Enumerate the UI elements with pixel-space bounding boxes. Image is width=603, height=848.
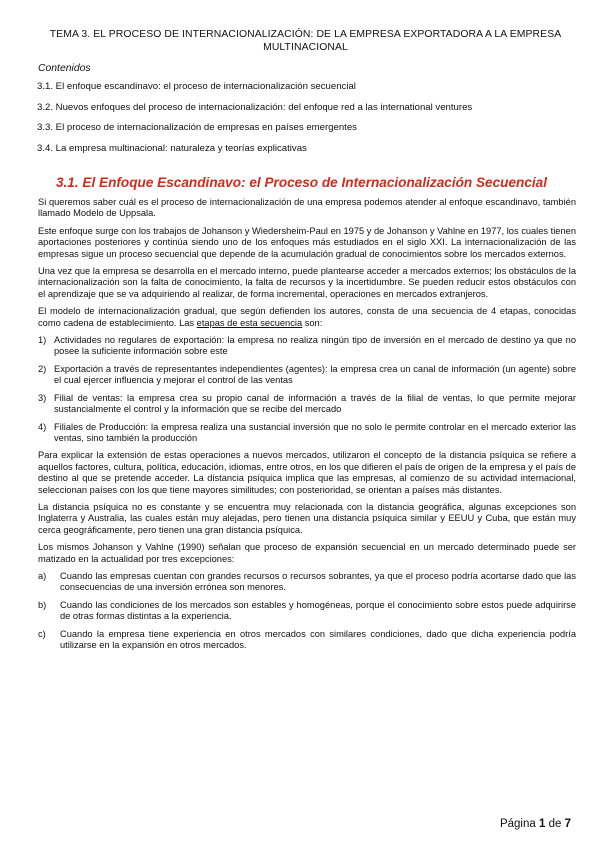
list-letter: a) xyxy=(38,570,47,581)
list-item xyxy=(38,629,576,652)
list-text: Exportación a través de representantes independientes (agentes): la empresa crea un canal de información (un agente) sobre el cual ejercer influencia y mejorar el control de las ventas xyxy=(54,363,576,386)
table-of-contents xyxy=(37,80,597,162)
page-number: 1 xyxy=(538,818,546,830)
list-number: 2) xyxy=(38,363,47,374)
exceptions-list xyxy=(38,571,576,651)
list-text: Cuando las empresas cuentan con grandes recursos o recursos sobrantes, ya que el proceso podría acortarse dado que las consecuencias de una inversión errónea son menores. xyxy=(60,570,576,593)
section-title: 3.1. El Enfoque Escandinavo: el Proceso de Internacionalización Secuencial xyxy=(55,175,548,190)
list-number: 3) xyxy=(38,392,47,403)
paragraph: Una vez que la empresa se desarrolla en el mercado interno, puede plantearse acceder a mercados externos; los obstáculos de la internacionalización son la falta de conocimiento, la falta de recursos y la incertidumbre. Se pueden reducir estos obstáculos con el aprendizaje que se va adquiriendo al realizar, de forma incremental, operaciones en mercados extranjeros. xyxy=(38,266,576,299)
toc-item: 3.4. La empresa multinacional: naturaleza y teorías explicativas xyxy=(37,142,307,154)
paragraph-text: son: xyxy=(302,317,323,328)
paragraph: Los mismos Johanson y Vahlne (1990) señalan que proceso de expansión secuencial en un mercado determinado puede ser matizado en la actualidad por tres excepciones: xyxy=(38,542,576,564)
total-pages: 7 xyxy=(564,818,571,830)
list-item xyxy=(38,393,576,416)
paragraph: Para explicar la extensión de estas operaciones a nuevos mercados, utilizaron el concepto de la distancia psíquica se refiere a aquellos factores, cultura, política, educación, idiomas, entre otros, en los que difieren el país de origen de la empresa y el país de destino al que se pretende acceder. La distancia psíquica implica que las empresas, al comienzo de su actividad internacional, seleccionan países con los que tiene mayores similitudes; con posterioridad, se orientan a países más distantes. xyxy=(38,450,576,495)
list-letter: c) xyxy=(38,628,46,639)
list-text: Filial de ventas: la empresa crea su propio canal de información a través de la filial de ventas, lo que permite mejorar sustancialmente el control y la información que se recibe del mercado xyxy=(54,392,576,415)
list-number: 1) xyxy=(38,335,47,346)
underlined-phrase: etapas de esta secuencia xyxy=(196,317,303,328)
list-text: Cuando la empresa tiene experiencia en otros mercados con similares condiciones, dado que dicha experiencia podría utilizarse en la expansión en otros mercados. xyxy=(60,628,576,650)
paragraph xyxy=(38,306,576,329)
document-body xyxy=(38,197,576,657)
paragraph: Este enfoque surge con los trabajos de Johanson y Wiedersheim-Paul en 1975 y de Johanson y Vahlne en 1977, los cuales tienen aportaciones posteriores y continúa siendo uno de los enfoques más estudiados en el siglo XXI. La internacionalización de las empresas sigue un proceso secuencial que depende de la acumulación gradual de conocimientos sobre los mercados externos. xyxy=(38,225,576,259)
paragraph: La distancia psíquica no es constante y se encuentra muy relacionada con la distancia geográfica, algunas excepciones son Inglaterra y Australia, las cuales están muy alejadas, pero tienen una distancia psíquica similar y EEUU y Cuba, que están muy cerca geográficamente, pero tienen una gran distancia psíquica. xyxy=(38,501,576,535)
page-label: Página xyxy=(499,818,536,830)
list-item xyxy=(38,364,576,387)
list-item xyxy=(38,335,576,358)
toc-item: 3.2. Nuevos enfoques del proceso de internacionalización: del enfoque red a las international ventures xyxy=(37,101,473,113)
list-number: 4) xyxy=(38,421,47,432)
contents-heading: Contenidos xyxy=(38,63,91,74)
of-label: de xyxy=(548,818,562,830)
toc-item: 3.3. El proceso de internacionalización de empresas en países emergentes xyxy=(37,122,357,133)
toc-item: 3.1. El enfoque escandinavo: el proceso de internacionalización secuencial xyxy=(37,81,356,92)
list-text: Actividades no regulares de exportación: la empresa no realiza ningún tipo de inversión en el mercado de destino ya que no posee la suficiente información sobre este xyxy=(54,335,576,357)
list-item xyxy=(38,600,576,623)
stages-list xyxy=(38,335,576,444)
document-title: TEMA 3. EL PROCESO DE INTERNACIONALIZACIÓN: DE LA EMPRESA EXPORTADORA A LA EMPRESA MULTINACIONAL xyxy=(49,29,562,53)
paragraph-text: El modelo de internacionalización gradual, que según defienden los autores, consta de una secuencia de 4 etapas, conocidas como cadena de establecimiento. Las xyxy=(38,306,576,328)
page-footer xyxy=(500,818,571,830)
list-text: Cuando las condiciones de los mercados son estables y homogéneas, porque el conocimiento sobre estos puede adquirirse de otras formas distintas a la experiencia. xyxy=(60,599,576,622)
paragraph: Si queremos saber cuál es el proceso de internacionalización de una empresa podemos atender al enfoque escandinavo, también llamado Modelo de Uppsala. xyxy=(38,197,576,219)
list-text: Filiales de Producción: la empresa realiza una sustancial inversión que no solo le permite controlar en el mercado exterior las ventas, sino también la producción xyxy=(54,421,576,443)
list-letter: b) xyxy=(38,599,47,610)
list-item xyxy=(38,422,576,445)
list-item xyxy=(38,571,576,594)
